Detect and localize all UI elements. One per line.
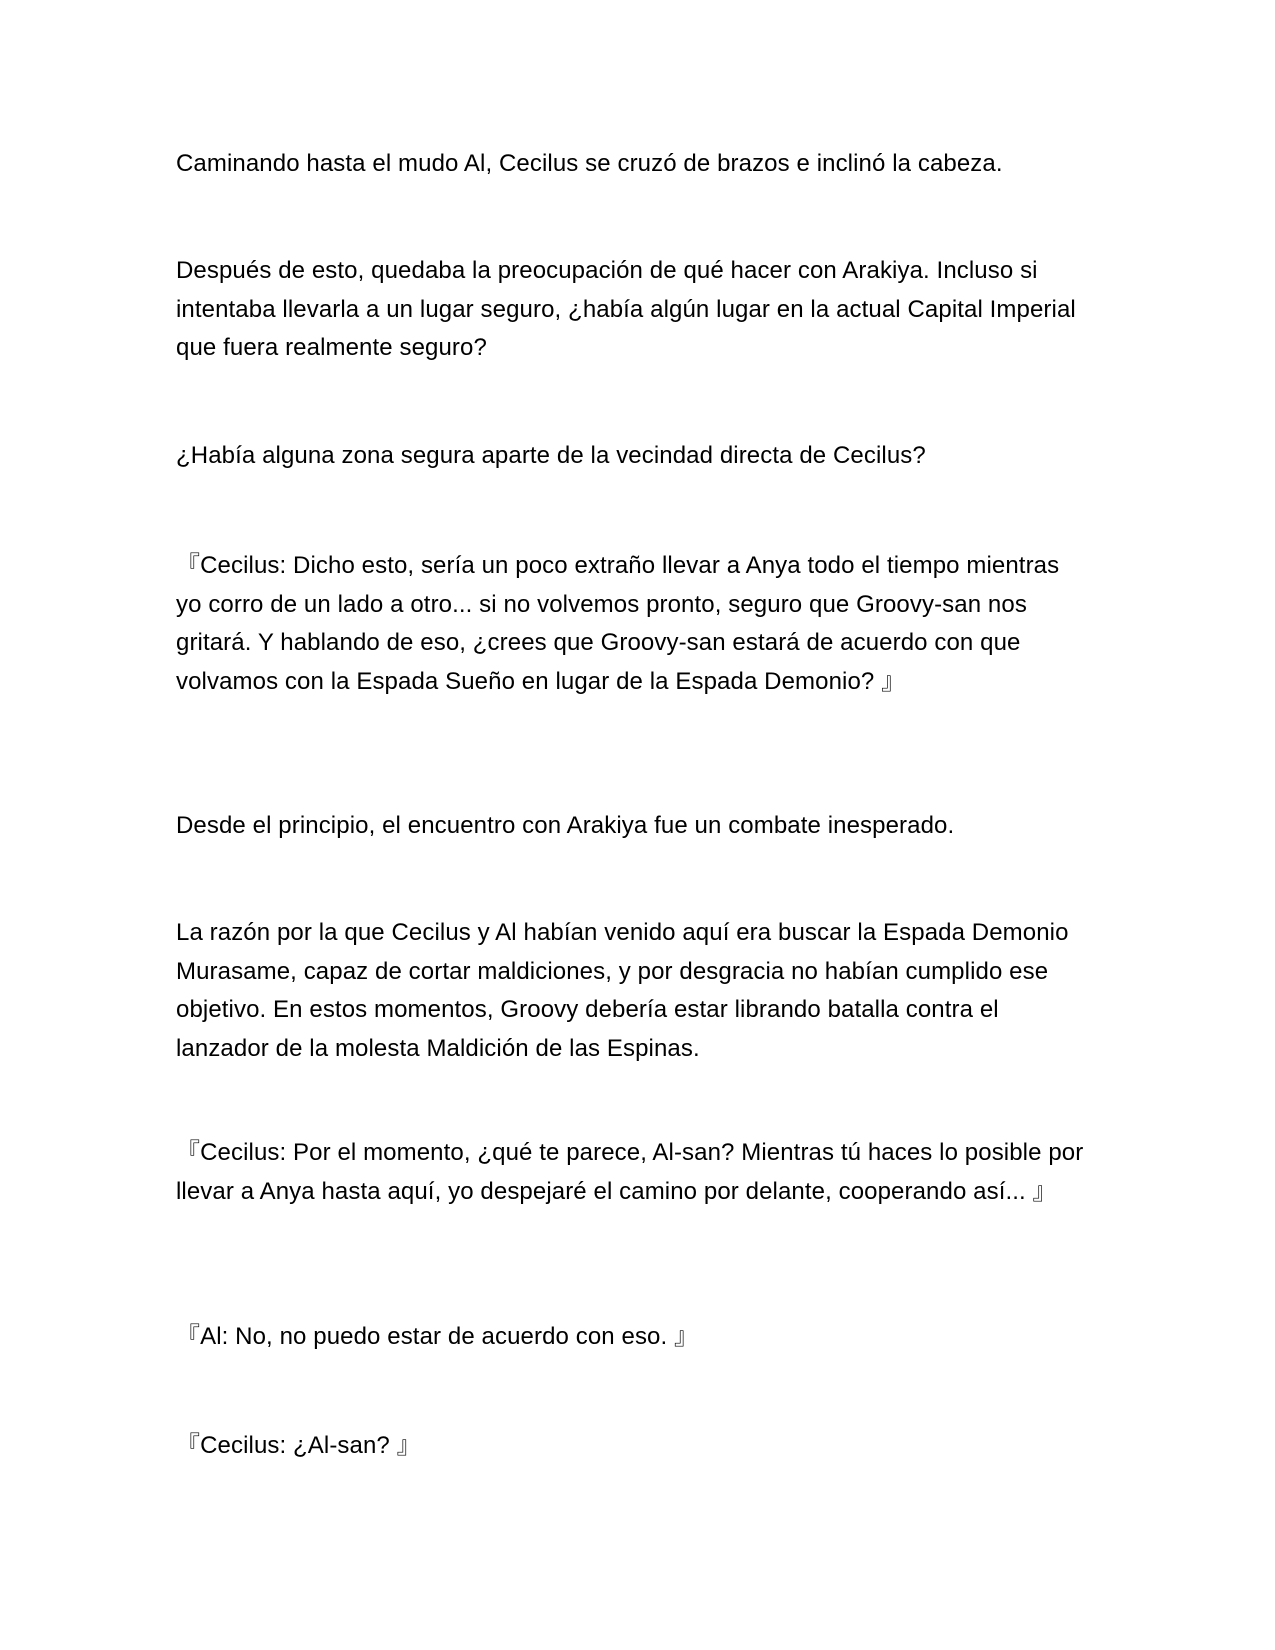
paragraph-2: Después de esto, quedaba la preocupación de qué hacer con Arakiya. Incluso si intentaba llevarla a un lugar seguro, ¿había algún lugar en la actual Capital Imperial que fuera realmente seguro? — [176, 257, 1076, 361]
dialogue-al: 『Al: No, no puedo estar de acuerdo con eso. 』 — [176, 1323, 699, 1350]
paragraph-3: ¿Había alguna zona segura aparte de la vecindad directa de Cecilus? — [176, 442, 926, 469]
dialogue-cecilus-2: 『Cecilus: Por el momento, ¿qué te parece, Al-san? Mientras tú haces lo posible por llevar a Anya hasta aquí, yo despejaré el camino por delante, cooperando así... 』 — [176, 1139, 1084, 1205]
dialogue-cecilus-1: 『Cecilus: Dicho esto, sería un poco extraño llevar a Anya todo el tiempo mientras yo corro de un lado a otro... si no volvemos pronto, seguro que Groovy-san nos gritará. Y hablando de eso, ¿crees que Groovy-san estará de acuerdo con que volvamos con la Espada Sueño en lugar de la Espada Demonio? 』 — [176, 552, 1060, 695]
paragraph-1: Caminando hasta el mudo Al, Cecilus se cruzó de brazos e inclinó la cabeza. — [176, 150, 1003, 177]
paragraph-5: Desde el principio, el encuentro con Arakiya fue un combate inesperado. — [176, 812, 955, 839]
paragraph-6: La razón por la que Cecilus y Al habían venido aquí era buscar la Espada Demonio Murasame, capaz de cortar maldiciones, y por desgracia no habían cumplido ese objetivo. En estos momentos, Groovy debería estar librando batalla contra el lanzador de la molesta Maldición de las Espinas. — [176, 919, 1069, 1062]
dialogue-cecilus-3: 『Cecilus: ¿Al-san? 』 — [176, 1432, 421, 1459]
